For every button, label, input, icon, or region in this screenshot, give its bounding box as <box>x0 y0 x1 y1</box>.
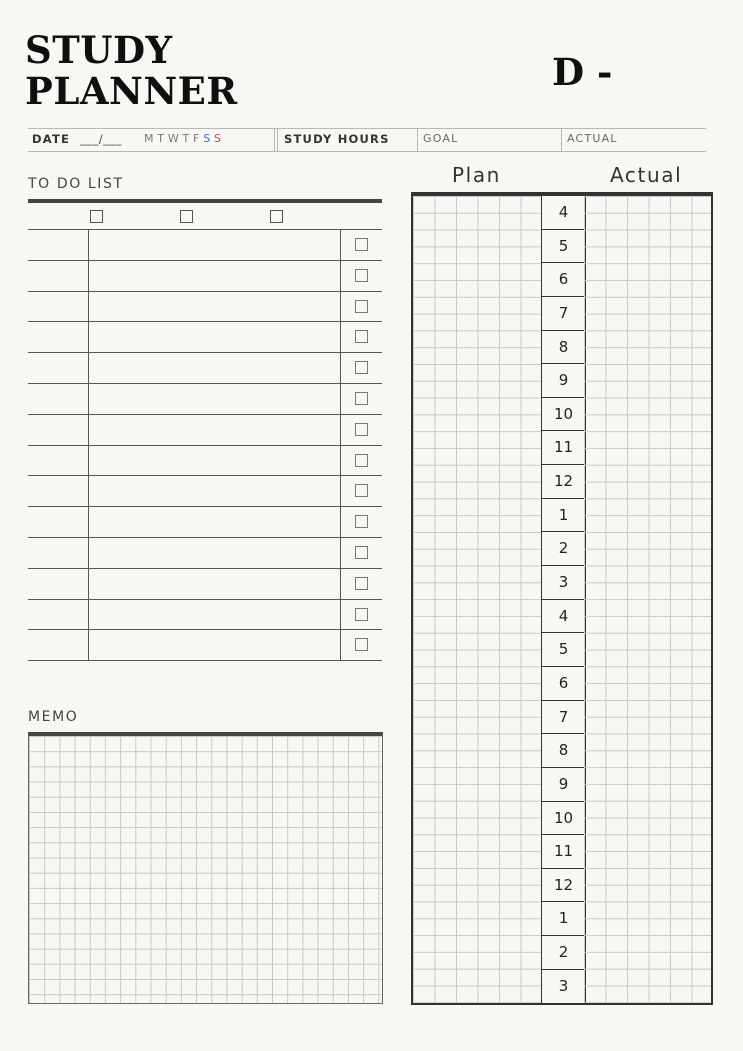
hour-label: 2 <box>542 532 585 566</box>
title-line-1: STUDY <box>25 28 173 72</box>
todo-col-divider <box>340 630 341 660</box>
weekday-selector[interactable] <box>144 132 225 146</box>
todo-col-divider <box>88 569 89 599</box>
hour-label: 8 <box>542 734 585 768</box>
todo-title: TO DO LIST <box>28 176 124 192</box>
todo-col-divider <box>340 600 341 630</box>
todo-row[interactable] <box>28 538 382 569</box>
plan-grid[interactable] <box>413 196 541 1003</box>
todo-col-divider <box>88 415 89 445</box>
todo-list <box>28 199 382 661</box>
actual-label: ACTUAL <box>567 132 618 145</box>
todo-col-divider <box>88 630 89 660</box>
todo-row[interactable] <box>28 292 382 323</box>
date-field[interactable]: ___/___ <box>80 132 122 146</box>
hour-label: 9 <box>542 768 585 802</box>
hour-label: 5 <box>542 633 585 667</box>
dday-label: D - <box>552 50 613 94</box>
todo-col-divider <box>340 261 341 291</box>
todo-row[interactable] <box>28 446 382 477</box>
todo-col-divider <box>340 292 341 322</box>
todo-checkbox[interactable] <box>355 577 368 590</box>
hour-label: 3 <box>542 566 585 600</box>
todo-row[interactable] <box>28 630 382 661</box>
hour-column <box>541 196 586 1003</box>
hour-label: 11 <box>542 835 585 869</box>
weekday-1[interactable]: T <box>157 132 165 145</box>
todo-checkbox[interactable] <box>355 484 368 497</box>
memo-grid[interactable] <box>28 732 383 1004</box>
weekday-6[interactable]: S <box>213 132 222 145</box>
todo-row[interactable] <box>28 384 382 415</box>
todo-col-divider <box>340 569 341 599</box>
separator <box>417 128 418 152</box>
hour-label: 10 <box>542 398 585 432</box>
todo-checkbox[interactable] <box>355 269 368 282</box>
study-hours-label: STUDY HOURS <box>284 132 390 146</box>
hour-label: 9 <box>542 364 585 398</box>
todo-checkbox[interactable] <box>355 238 368 251</box>
hour-label: 7 <box>542 297 585 331</box>
todo-row[interactable] <box>28 569 382 600</box>
todo-col-divider <box>340 230 341 260</box>
page-title <box>25 30 325 112</box>
strip-bottom-line <box>28 151 706 152</box>
todo-col-divider <box>340 538 341 568</box>
todo-col-divider <box>340 322 341 352</box>
todo-checkbox[interactable] <box>355 392 368 405</box>
todo-col-divider <box>88 538 89 568</box>
weekday-2[interactable]: W <box>167 132 180 145</box>
todo-col-divider <box>88 230 89 260</box>
todo-col-divider <box>88 507 89 537</box>
todo-col-divider <box>340 353 341 383</box>
todo-col-divider <box>88 476 89 506</box>
todo-checkbox[interactable] <box>355 300 368 313</box>
hour-label: 10 <box>542 802 585 836</box>
goal-label: GOAL <box>423 132 459 145</box>
plan-header: Plan <box>452 163 501 187</box>
todo-col-divider <box>340 507 341 537</box>
date-label: DATE <box>32 132 71 146</box>
weekday-4[interactable]: F <box>193 132 201 145</box>
weekday-5[interactable]: S <box>203 132 211 145</box>
hour-label: 1 <box>542 902 585 936</box>
todo-row[interactable] <box>28 322 382 353</box>
hour-label: 12 <box>542 869 585 903</box>
hour-label: 3 <box>558 976 569 995</box>
todo-checkbox[interactable] <box>355 361 368 374</box>
title-line-2: PLANNER <box>25 69 238 113</box>
todo-header <box>28 199 382 230</box>
memo-title: MEMO <box>28 709 79 725</box>
todo-checkbox[interactable] <box>355 608 368 621</box>
separator <box>277 128 278 152</box>
hour-label: 6 <box>542 263 585 297</box>
hour-label: 6 <box>542 667 585 701</box>
todo-checkbox[interactable] <box>355 454 368 467</box>
todo-rows <box>28 230 382 661</box>
todo-checkbox[interactable] <box>355 638 368 651</box>
actual-header: Actual <box>610 163 683 187</box>
todo-row[interactable] <box>28 415 382 446</box>
todo-col-divider <box>340 384 341 414</box>
todo-col-divider <box>88 600 89 630</box>
separator <box>561 128 562 152</box>
todo-row[interactable] <box>28 353 382 384</box>
todo-row[interactable] <box>28 600 382 631</box>
todo-col-divider <box>88 261 89 291</box>
separator <box>274 128 275 152</box>
info-strip <box>28 128 706 152</box>
hour-label: 12 <box>542 465 585 499</box>
todo-col-divider <box>340 415 341 445</box>
hour-label: 4 <box>542 600 585 634</box>
todo-col-divider <box>88 446 89 476</box>
hour-label: 1 <box>542 499 585 533</box>
todo-checkbox[interactable] <box>355 515 368 528</box>
todo-col-divider <box>88 322 89 352</box>
todo-col-divider <box>88 353 89 383</box>
todo-col-divider <box>340 446 341 476</box>
hour-label: 5 <box>542 230 585 264</box>
weekday-3[interactable]: T <box>182 132 191 145</box>
todo-col-divider <box>88 292 89 322</box>
todo-header-checkbox[interactable] <box>270 210 283 223</box>
hour-label: 2 <box>542 936 585 970</box>
hour-label: 7 <box>542 701 585 735</box>
strip-top-line <box>28 128 706 129</box>
hour-label: 4 <box>542 196 585 230</box>
todo-col-divider <box>88 384 89 414</box>
todo-row[interactable] <box>28 261 382 292</box>
todo-row[interactable] <box>28 476 382 507</box>
schedule-grid <box>411 192 713 1005</box>
todo-header-checkbox[interactable] <box>180 210 193 223</box>
weekday-0[interactable]: M <box>144 132 155 145</box>
todo-checkbox[interactable] <box>355 423 368 436</box>
todo-row[interactable] <box>28 507 382 538</box>
actual-grid[interactable] <box>584 196 711 1003</box>
hour-label: 8 <box>542 331 585 365</box>
hour-label: 11 <box>542 431 585 465</box>
todo-row[interactable] <box>28 230 382 261</box>
todo-checkbox[interactable] <box>355 330 368 343</box>
todo-col-divider <box>340 476 341 506</box>
todo-checkbox[interactable] <box>355 546 368 559</box>
todo-header-checkbox[interactable] <box>90 210 103 223</box>
